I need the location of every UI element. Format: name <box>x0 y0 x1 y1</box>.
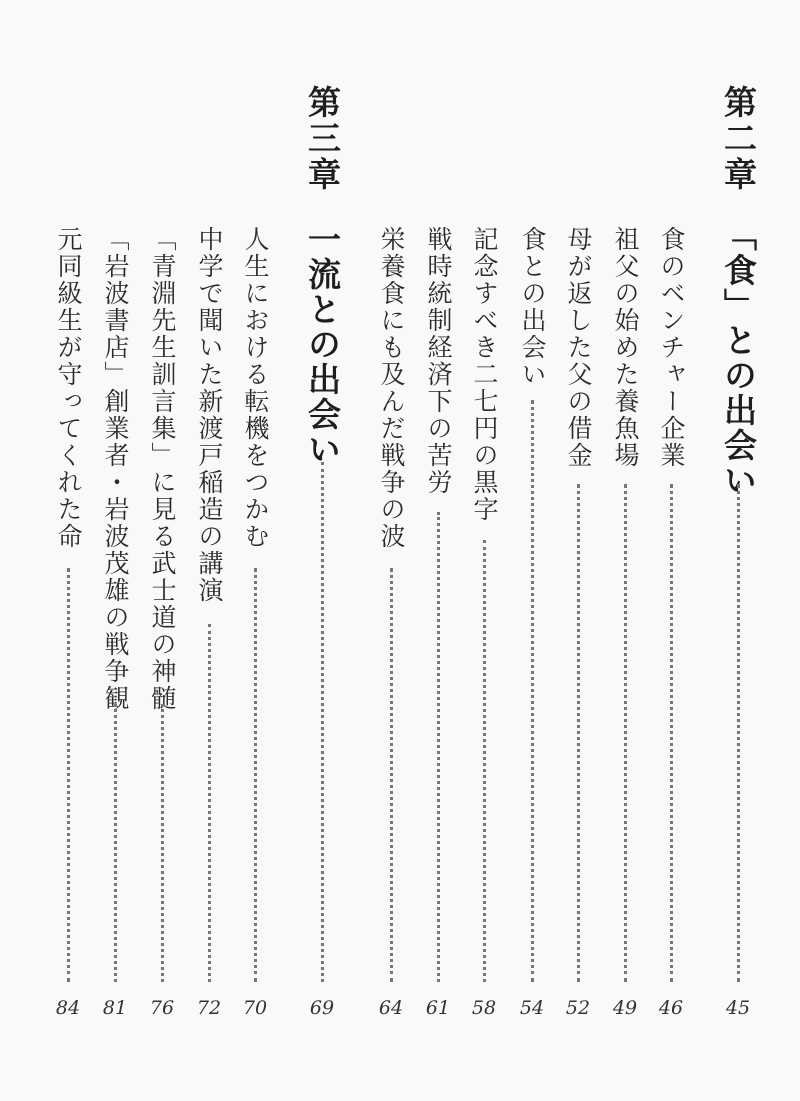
toc-entry-page: 52 <box>565 997 591 1019</box>
dot-leader <box>624 484 627 982</box>
dot-leader <box>577 484 580 982</box>
toc-entry-title: 戦時統制経済下の苦労 <box>424 226 453 496</box>
toc-entry-page: 54 <box>519 997 545 1019</box>
dot-leader <box>390 568 393 982</box>
toc-entry-page: 49 <box>612 997 638 1019</box>
dot-leader <box>161 704 164 982</box>
dot-leader <box>737 484 740 982</box>
toc-entry-title: 食との出会い <box>518 226 547 388</box>
chapter-3-label: 第三章 <box>303 85 342 193</box>
toc-entry-title: 食のベンチャー企業 <box>657 226 686 469</box>
dot-leader <box>67 568 70 982</box>
dot-leader <box>483 540 486 982</box>
toc-entry-title: 母が返した父の借金 <box>564 226 593 469</box>
toc-entry-page: 76 <box>149 997 175 1019</box>
toc-entry-page: 84 <box>55 997 81 1019</box>
toc-entry-page: 81 <box>102 997 128 1019</box>
toc-entry-title: 栄養食にも及んだ戦争の波 <box>377 226 406 550</box>
dot-leader <box>321 462 324 982</box>
toc-entry-page: 46 <box>658 997 684 1019</box>
dot-leader <box>254 568 257 982</box>
toc-entry-title: 元同級生が守ってくれた命 <box>54 226 83 550</box>
dot-leader <box>670 484 673 982</box>
dot-leader <box>531 400 534 982</box>
toc-entry-page: 70 <box>242 997 268 1019</box>
dot-leader <box>114 704 117 982</box>
dot-leader <box>437 512 440 982</box>
toc-entry-title: 記念すべき二七円の黒字 <box>470 226 499 523</box>
toc-entry-title: 「岩波書店」創業者・岩波茂雄の戦争観 <box>101 226 130 712</box>
chapter-2-label: 第二章 <box>719 85 758 193</box>
toc-entry-page: 64 <box>378 997 404 1019</box>
chapter-2-part-title: 「食」との出会い <box>719 218 758 498</box>
toc-entry-page: 61 <box>425 997 451 1019</box>
toc-entry-title: 中学で聞いた新渡戸稲造の講演 <box>195 226 224 604</box>
toc-entry-title: 祖父の始めた養魚場 <box>611 226 640 469</box>
chapter-3-part-page: 69 <box>309 997 335 1019</box>
dot-leader <box>208 624 211 982</box>
chapter-2-part-page: 45 <box>725 997 751 1019</box>
toc-entry-title: 「青淵先生訓言集」に見る武士道の神髄 <box>148 226 177 712</box>
toc-entry-title: 人生における転機をつかむ <box>241 226 270 550</box>
toc-entry-page: 58 <box>471 997 497 1019</box>
toc-entry-page: 72 <box>196 997 222 1019</box>
chapter-3-part-title: 一流との出会い <box>303 222 342 467</box>
